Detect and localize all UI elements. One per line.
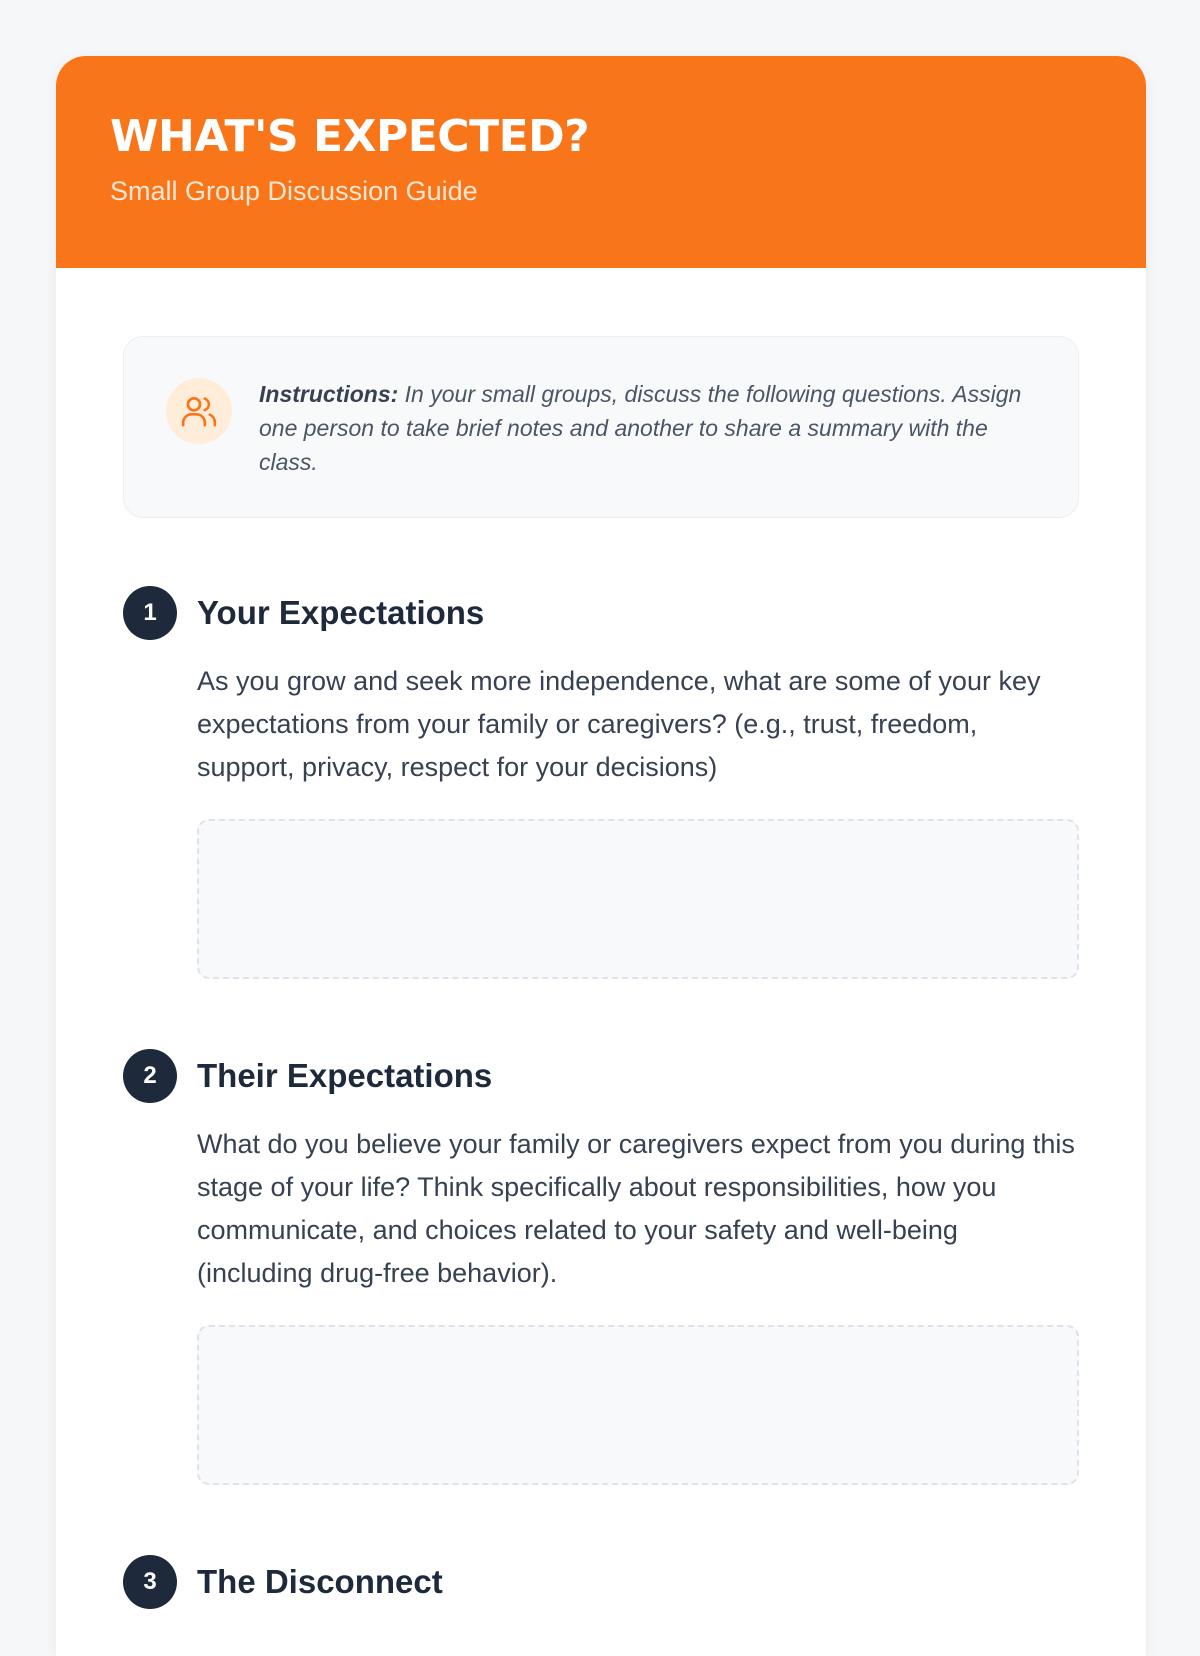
answer-box[interactable] (197, 1325, 1079, 1485)
question-title: Your Expectations (197, 594, 485, 631)
discussion-guide-card (56, 56, 1146, 1656)
answer-box[interactable] (197, 819, 1079, 979)
guide-content (56, 268, 1146, 1609)
question-2 (123, 1049, 1079, 1485)
instructions-box (123, 336, 1079, 518)
instructions-body: In your small groups, discuss the following questions. Assign one person to take brief notes and another to share a summary with the class. (259, 381, 1022, 475)
instructions-label: Instructions: (259, 381, 399, 407)
question-3 (123, 1555, 1079, 1609)
instructions-text (259, 377, 1038, 479)
page-title: WHAT'S EXPECTED? (110, 111, 590, 162)
question-prompt: As you grow and seek more independence, what are some of your key expectations from your family or caregivers? (e.g., trust, freedom, support, privacy, respect for your decisions) (197, 666, 1041, 782)
question-number-badge: 2 (123, 1049, 177, 1103)
question-1 (123, 586, 1079, 979)
question-title: Their Expectations (197, 1057, 493, 1094)
question-number-badge: 3 (123, 1555, 177, 1609)
users-icon (166, 378, 232, 444)
guide-header (56, 56, 1146, 268)
question-number-badge: 1 (123, 586, 177, 640)
question-title: The Disconnect (197, 1563, 443, 1600)
question-prompt: What do you believe your family or caregivers expect from you during this stage of your life? Think specifically about responsibilities, how you communicate, and choices related to your safety and well-being (including drug-free behavior). (197, 1129, 1075, 1288)
page-subtitle: Small Group Discussion Guide (110, 176, 478, 206)
